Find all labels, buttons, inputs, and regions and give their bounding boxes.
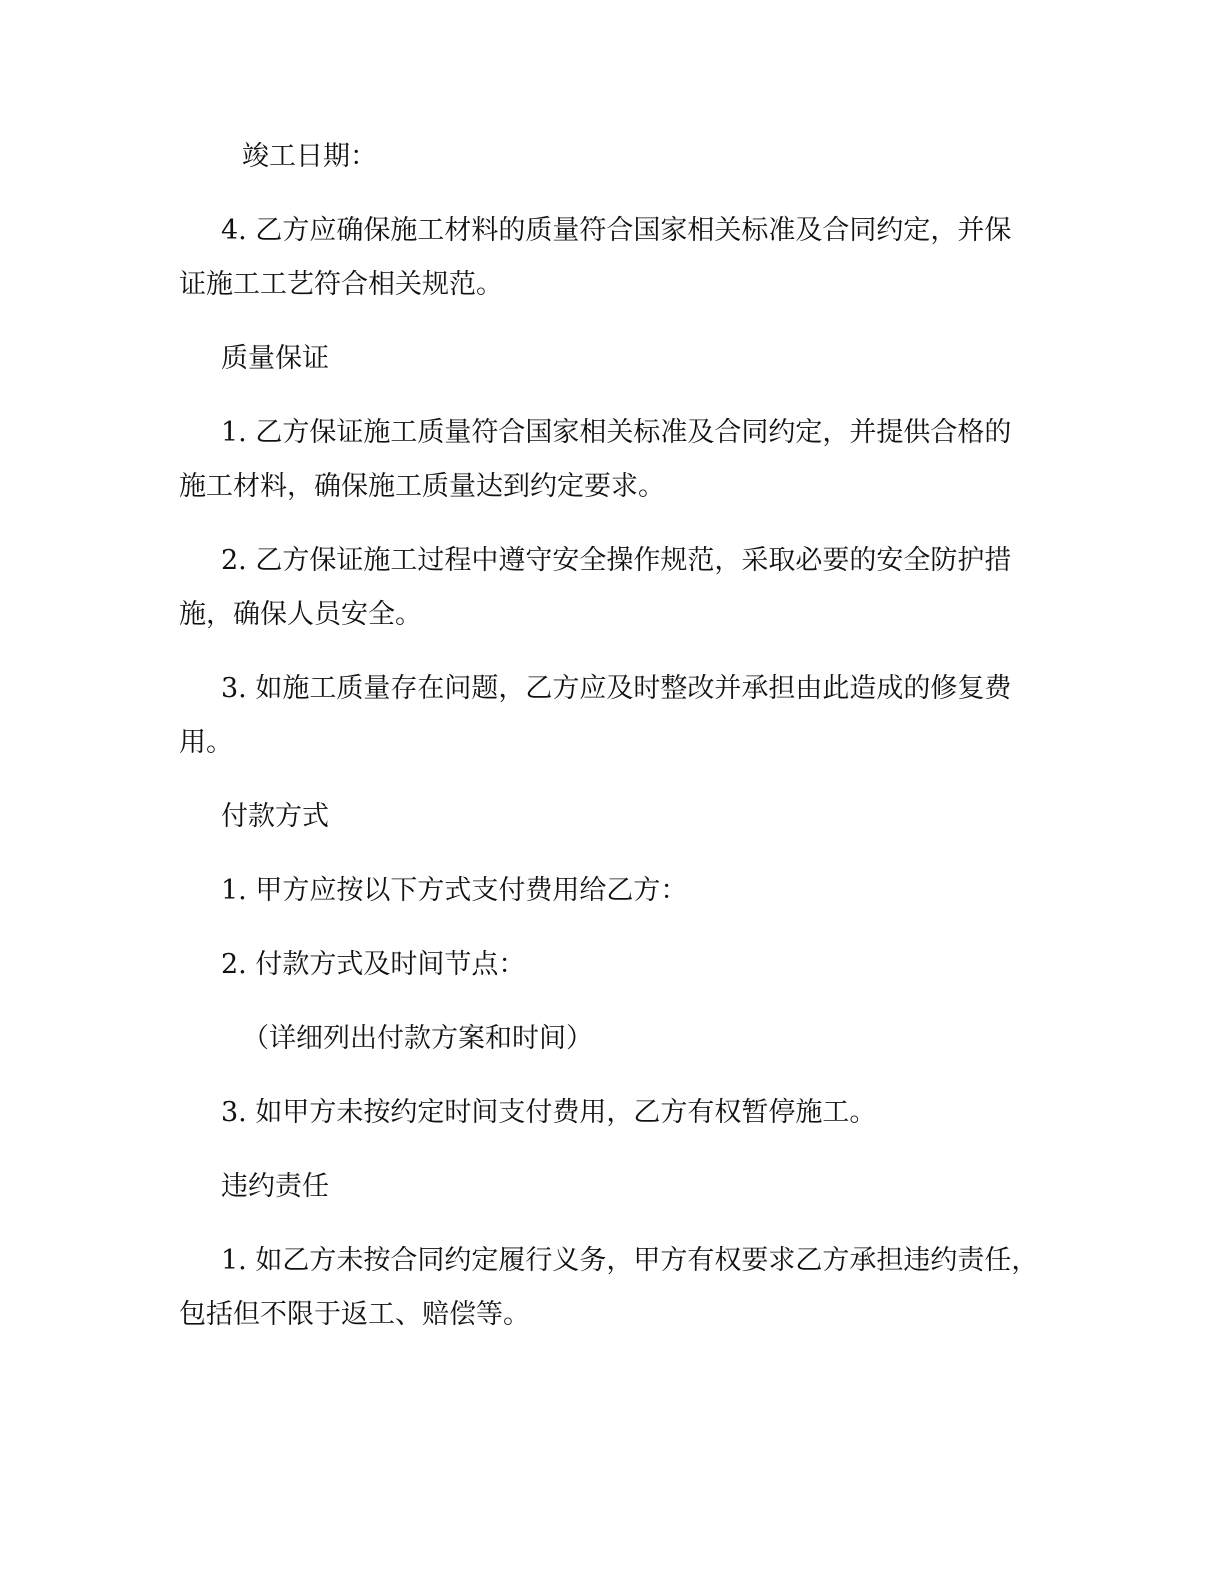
liability-clause-1-line-2: 包括但不限于返工、赔偿等。 — [179, 1299, 530, 1330]
payment-clause-2: 2. 付款方式及时间节点： — [221, 949, 526, 980]
clause-4-line-2: 证施工工艺符合相关规范。 — [179, 269, 503, 300]
payment-schedule-note: （详细列出付款方案和时间） — [242, 1023, 593, 1054]
clause-4-line-1: 4. 乙方应确保施工材料的质量符合国家相关标准及合同约定，并保 — [221, 215, 1012, 246]
quality-clause-2-line-2: 施，确保人员安全。 — [179, 599, 422, 630]
quality-clause-1-line-1: 1. 乙方保证施工质量符合国家相关标准及合同约定，并提供合格的 — [221, 417, 1012, 448]
quality-clause-1-line-2: 施工材料，确保施工质量达到约定要求。 — [179, 471, 665, 502]
completion-date-line: 竣工日期： — [242, 141, 377, 172]
section-heading-payment: 付款方式 — [221, 801, 329, 832]
section-heading-quality: 质量保证 — [221, 343, 329, 374]
quality-clause-3-line-1: 3. 如施工质量存在问题，乙方应及时整改并承担由此造成的修复费 — [221, 673, 1012, 704]
section-heading-liability: 违约责任 — [221, 1171, 329, 1202]
liability-clause-1-line-1: 1. 如乙方未按合同约定履行义务，甲方有权要求乙方承担违约责任， — [221, 1245, 1039, 1276]
payment-clause-3: 3. 如甲方未按约定时间支付费用，乙方有权暂停施工。 — [221, 1097, 877, 1128]
payment-clause-1: 1. 甲方应按以下方式支付费用给乙方： — [221, 875, 688, 906]
quality-clause-3-line-2: 用。 — [179, 727, 233, 758]
quality-clause-2-line-1: 2. 乙方保证施工过程中遵守安全操作规范，采取必要的安全防护措 — [221, 545, 1012, 576]
